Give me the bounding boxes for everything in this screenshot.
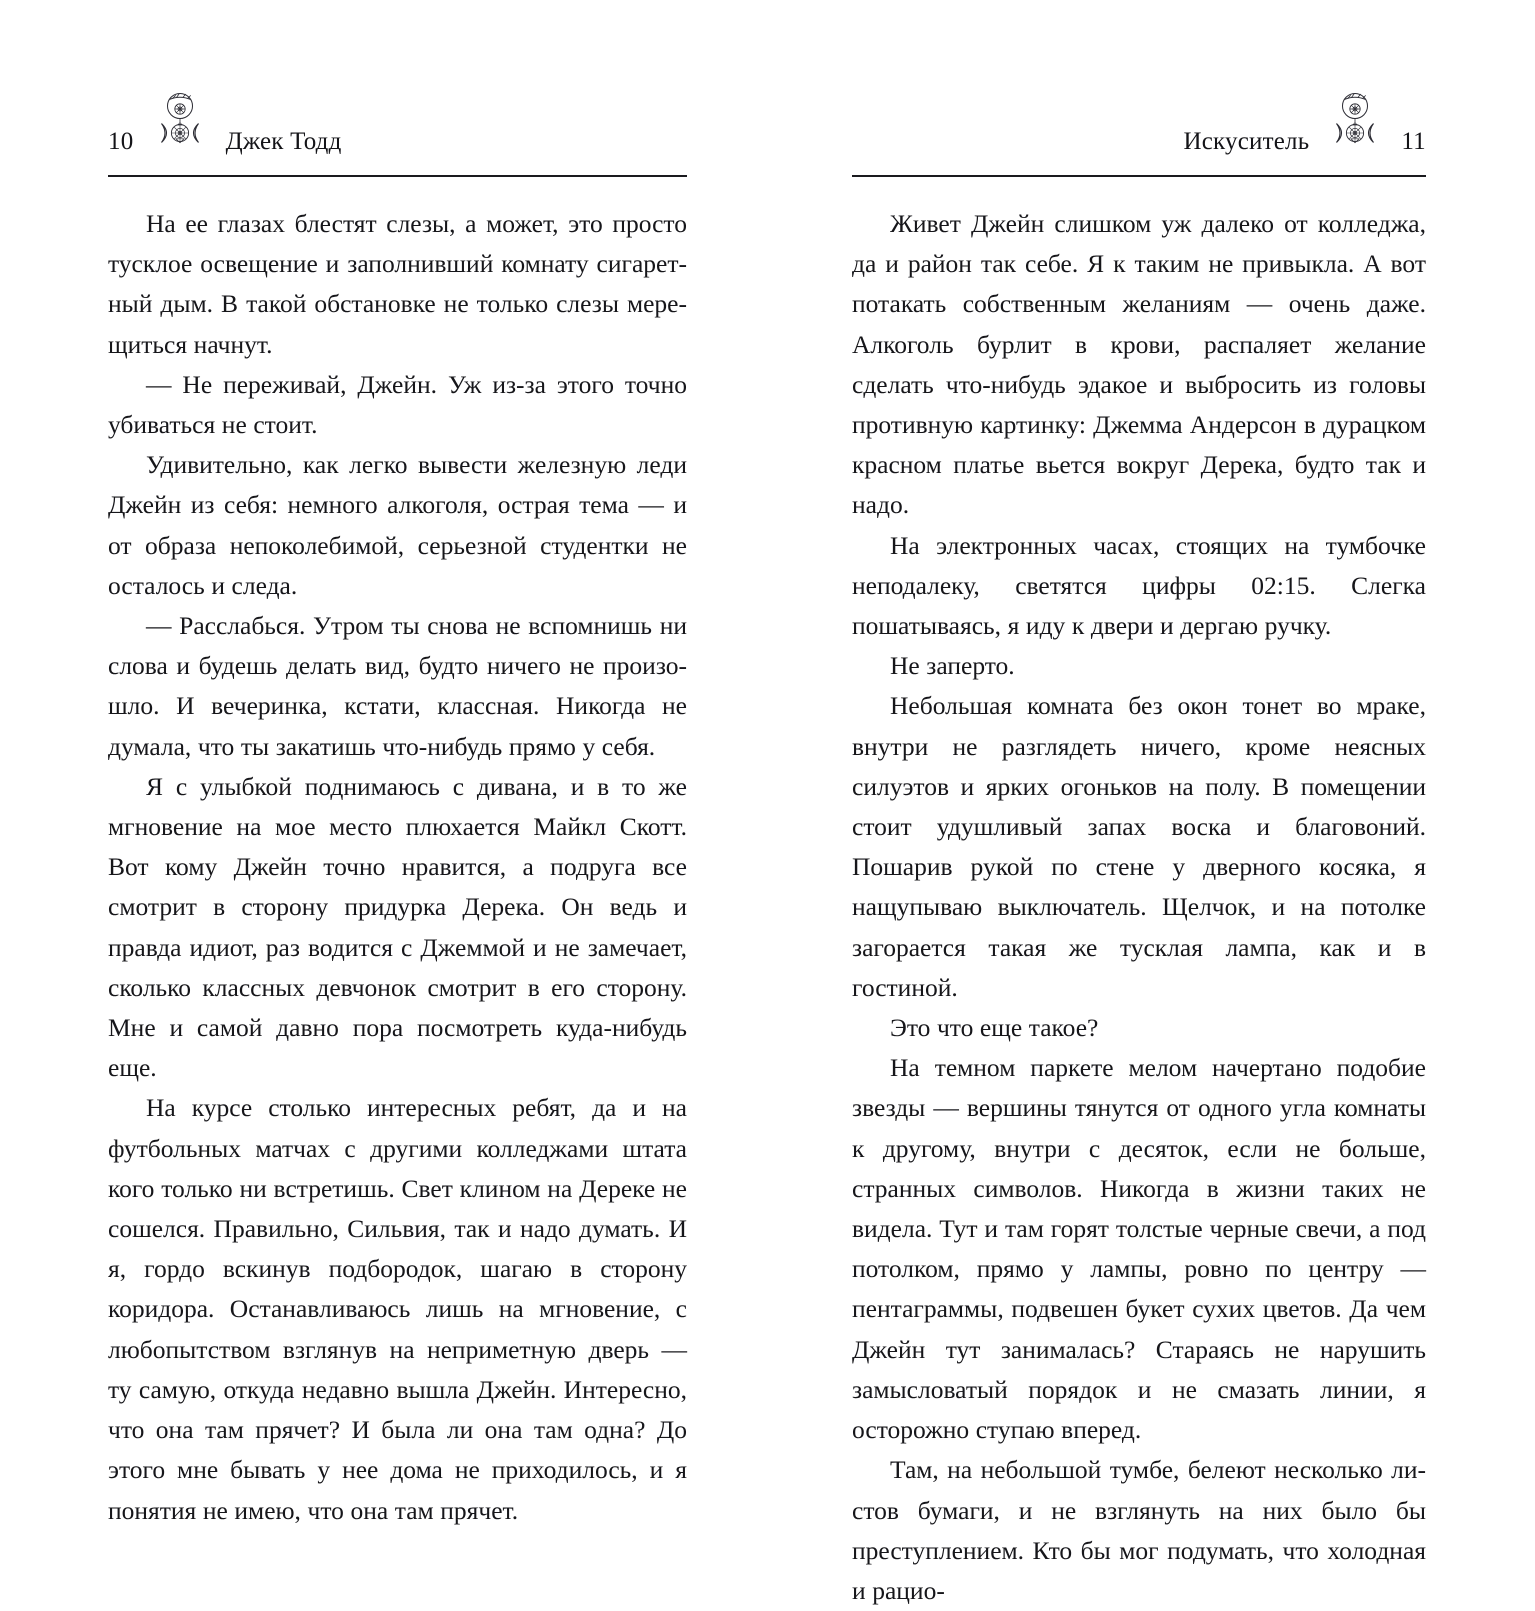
- paragraph: Удивительно, как легко вывести железную леди Джейн из себя: немного алкоголя, острая тема — и от образа непоколебимой, серьезной студентки не осталось и следа.: [108, 450, 687, 600]
- paragraph: Я с улыбкой поднимаюсь с дивана, и в то же мгновение на мое место плюхается Майкл Скотт. Вот кому Джейн точно нравится, а подруга все смотрит в сторону придурка Дерека. Он ведь и правда идиот, раз водится с Джеммой и не замечает, сколько классных девчонок смотрит в его сторону. Мне и самой давно пора посмотреть куда-нибудь еще.: [108, 771, 687, 1083]
- right-running-head: [852, 0, 1426, 175]
- left-text-column: [108, 177, 687, 1531]
- paragraph: Это что еще такое?: [890, 1013, 1099, 1043]
- left-page-number: 10: [108, 128, 134, 155]
- paragraph: На электронных часах, стоящих на тумбочке неподалеку, светятся цифры 02:15. Слегка пошатываясь, я иду к двери и дергаю ручку.: [852, 530, 1426, 641]
- paragraph: — Расслабься. Утром ты снова не вспомнишь ни слова и будешь делать вид, будто ничего не произошло. И вечеринка, кстати, классная. Никогда не думала, что ты закатишь что-нибудь прямо у себя.: [108, 611, 687, 761]
- triple-moon-lotus-ornament: [1322, 123, 1388, 153]
- right-running-title: Искуситель: [1183, 128, 1310, 155]
- paragraph: На темном паркете мелом начертано подобие звезды — вершины тянутся от одного угла комнаты к другому, внутри с десяток, если не больше, странных символов. Никогда в жизни таких не видела. Тут и там горят толстые черные свечи, а под потолком, прямо у лампы, ровно по центру — пентаграммы, подвешен букет сухих цветов. Да чем Джейн тут занималась? Стараясь не нарушить замысловатый порядок и не смазать линии, я осторожно ступаю вперед.: [852, 1053, 1426, 1445]
- paragraph: Живет Джейн слишком уж далеко от колледжа, да и район так себе. Я к таким не привыкла. А вот потакать собственным желаниям — очень даже. Алкоголь бурлит в крови, распаляет желание сделать что-нибудь эдакое и выбросить из головы противную картинку: Джемма Андерсон в дурацком красном платье вьется вокруг Дерека, будто так и надо.: [852, 209, 1426, 520]
- right-text-column: [852, 177, 1426, 1611]
- paragraph: Там, на небольшой тумбе, белеют несколько листов бумаги, и не взглянуть на них было бы преступлением. Кто бы мог подумать, что холодная и рацио-: [852, 1455, 1426, 1605]
- left-page: [0, 0, 767, 1525]
- right-page: [767, 0, 1534, 1605]
- right-page-number: 11: [1401, 128, 1426, 155]
- paragraph: — Не переживай, Джейн. Уж из-за этого точно убиваться не стоит.: [108, 369, 687, 440]
- left-running-head: [108, 0, 687, 175]
- triple-moon-lotus-ornament: [147, 123, 213, 153]
- paragraph: Не заперто.: [890, 651, 1015, 681]
- paragraph: Небольшая комната без окон тонет во мраке, внутри не разглядеть ничего, кроме неясных силуэтов и ярких огоньков на полу. В помещении стоит удушливый запах воска и благовоний. Пошарив рукой по стене у дверного косяка, я нащупываю выключатель. Щелчок, и на потолке загорается такая же тусклая лампа, как и в гостиной.: [852, 691, 1426, 1002]
- paragraph: На курсе столько интересных ребят, да и на футбольных матчах с другими колледжами штата кого только ни встретишь. Свет клином на Дереке не сошелся. Правильно, Сильвия, так и надо думать. И я, гордо вскинув подбородок, шагаю в сторону коридора. Останавливаюсь лишь на мгновение, с любопытством взглянув на неприметную дверь — ту самую, откуда недавно вышла Джейн. Интересно, что она там прячет? И была ли она там одна? До этого мне бывать у нее дома не приходилось, и я понятия не имею, что она там прячет.: [108, 1093, 687, 1525]
- paragraph: На ее глазах блестят слезы, а может, это просто тусклое освещение и заполнивший комнату сигаретный дым. В такой обстановке не только слезы мерещиться начнут.: [108, 209, 687, 359]
- left-running-title: Джек Тодд: [225, 128, 342, 155]
